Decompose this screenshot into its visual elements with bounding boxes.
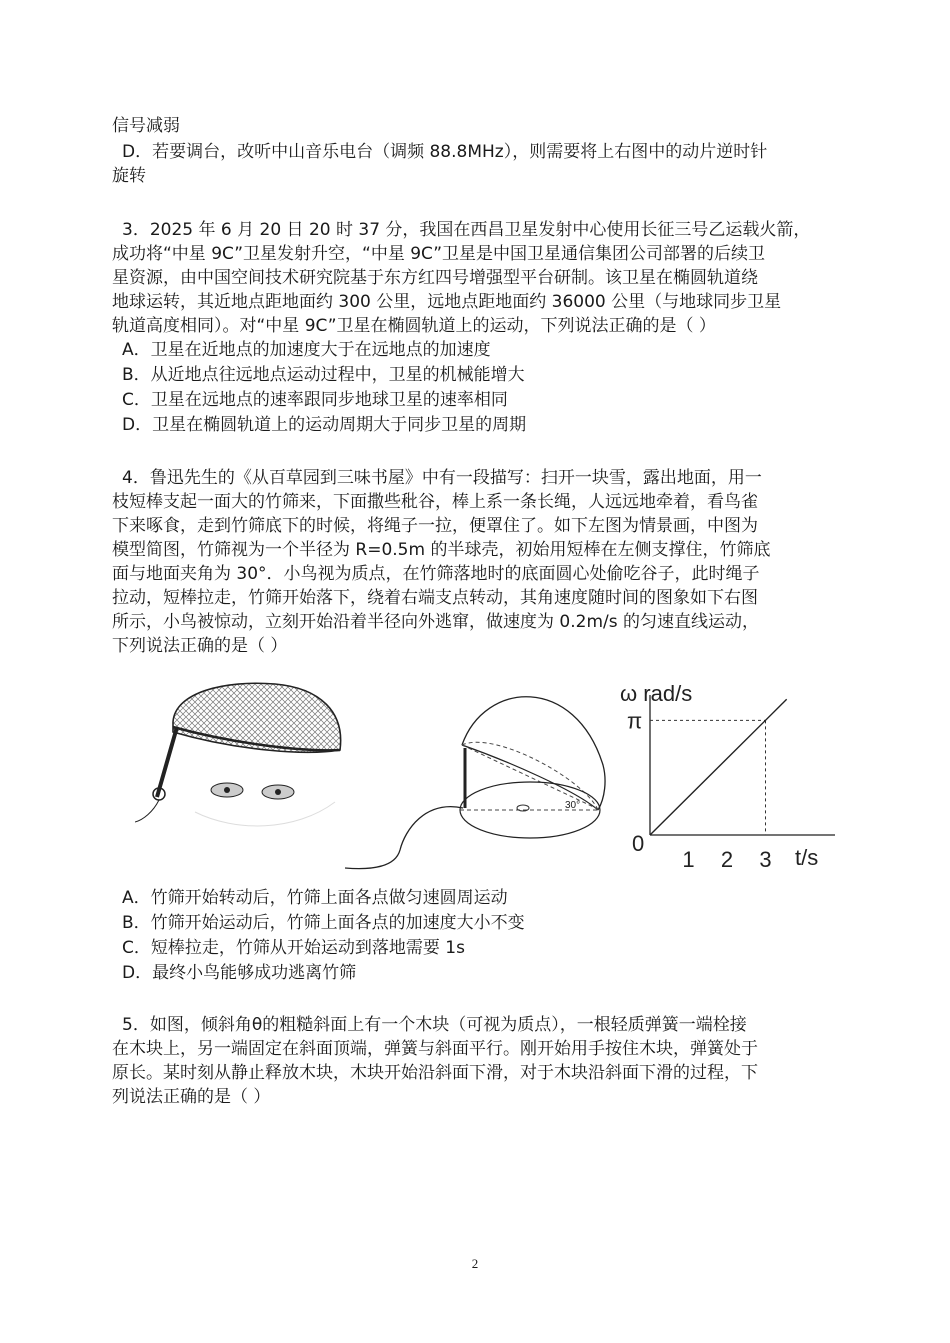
q5-stem-line: 列说法正确的是（ ） [112, 1087, 271, 1107]
q4-stem-line: 下来啄食，走到竹筛底下的时候，将绳子一拉，便罩住了。如下左图为情景画，中图为 [112, 516, 758, 536]
q3-stem-line: 3．2025 年 6 月 20 日 20 时 37 分，我国在西昌卫星发射中心使用长征三号乙运载火箭， [122, 220, 811, 240]
q4-option-a: A．竹筛开始转动后，竹筛上面各点做匀速圆周运动 [122, 888, 508, 908]
q4-stem-line: 所示，小鸟被惊动，立刻开始沿着半径向外逃窜，做速度为 0.2m/s 的匀速直线运动， [112, 612, 759, 632]
q5-stem-line: 5．如图，倾斜角θ的粗糙斜面上有一个木块（可视为质点），一根轻质弹簧一端栓接 [122, 1015, 747, 1035]
graph-x-label: t/s [795, 845, 819, 870]
omega-time-graph [605, 675, 845, 875]
q5-stem-line: 原长。某时刻从静止释放木块，木块开始沿斜面下滑，对于木块沿斜面下滑的过程，下 [112, 1063, 758, 1083]
q3-option-d: D．卫星在椭圆轨道上的运动周期大于同步卫星的周期 [122, 415, 527, 435]
q5-stem-line: 在木块上，另一端固定在斜面顶端，弹簧与斜面平行。刚开始用手按住木块，弹簧处于 [112, 1039, 758, 1059]
hemisphere-model-diagram [345, 680, 610, 875]
graph-x-tick: 3 [759, 847, 772, 872]
q3-option-a: A．卫星在近地点的加速度大于在远地点的加速度 [122, 340, 491, 360]
angle-label: 30° [565, 800, 581, 811]
prev-option-d-line1: D．若要调台，改听中山音乐电台（调频 88.8MHz），则需要将上右图中的动片逆时针 [122, 142, 768, 162]
graph-x-tick: 2 [720, 847, 734, 872]
q4-option-b: B．竹筛开始运动后，竹筛上面各点的加速度大小不变 [122, 913, 525, 933]
omega-series-line [650, 699, 787, 835]
q4-stem-line: 枝短棒支起一面大的竹筛来，下面撒些秕谷，棒上系一条长绳，人远远地牵着，看鸟雀 [112, 492, 758, 512]
prev-question-tail: 信号减弱 [112, 116, 180, 136]
q4-option-c: C．短棒拉走，竹筛从开始运动到落地需要 1s [122, 938, 465, 958]
q4-option-d: D．最终小鸟能够成功逃离竹筛 [122, 963, 357, 983]
q4-stem-line: 下列说法正确的是（ ） [112, 636, 288, 656]
graph-pi-label: π [627, 708, 643, 734]
q3-option-b: B．从近地点往远地点运动过程中，卫星的机械能增大 [122, 365, 525, 385]
graph-y-label: ω rad/s [620, 681, 693, 706]
q3-option-c: C．卫星在远地点的速率跟同步地球卫星的速率相同 [122, 390, 508, 410]
page-number: 2 [471, 1256, 479, 1271]
q4-stem-line: 面与地面夹角为 30°．小鸟视为质点，在竹筛落地时的底面圆心处偷吃谷子，此时绳子 [112, 564, 760, 584]
q4-stem-line: 模型简图，竹筛视为一个半径为 R=0.5m 的半球壳，初始用短棒在左侧支撑住，竹筛底 [112, 540, 771, 560]
q3-stem-line: 星资源，由中国空间技术研究院基于东方红四号增强型平台研制。该卫星在椭圆轨道绕 [112, 268, 758, 288]
q4-stem-line: 拉动，短棒拉走，竹筛开始落下，绕着右端支点转动，其角速度随时间的图象如下右图 [112, 588, 758, 608]
q4-stem-line: 4．鲁迅先生的《从百草园到三味书屋》中有一段描写：扫开一块雪，露出地面，用一 [122, 468, 762, 488]
q3-stem-line: 轨道高度相同）。对“中星 9C”卫星在椭圆轨道上的运动，下列说法正确的是（ ） [112, 316, 716, 336]
graph-origin-label: 0 [632, 831, 645, 856]
sieve-sketch-figure [135, 672, 355, 837]
q3-stem-line: 成功将“中星 9C”卫星发射升空，“中星 9C”卫星是中国卫星通信集团公司部署的后续卫 [112, 244, 766, 264]
q3-stem-line: 地球运转，其近地点距地面约 300 公里，远地点距地面约 36000 公里（与地球同步卫星 [112, 292, 782, 312]
prev-option-d-line2: 旋转 [112, 166, 146, 186]
graph-x-tick: 1 [682, 847, 695, 872]
